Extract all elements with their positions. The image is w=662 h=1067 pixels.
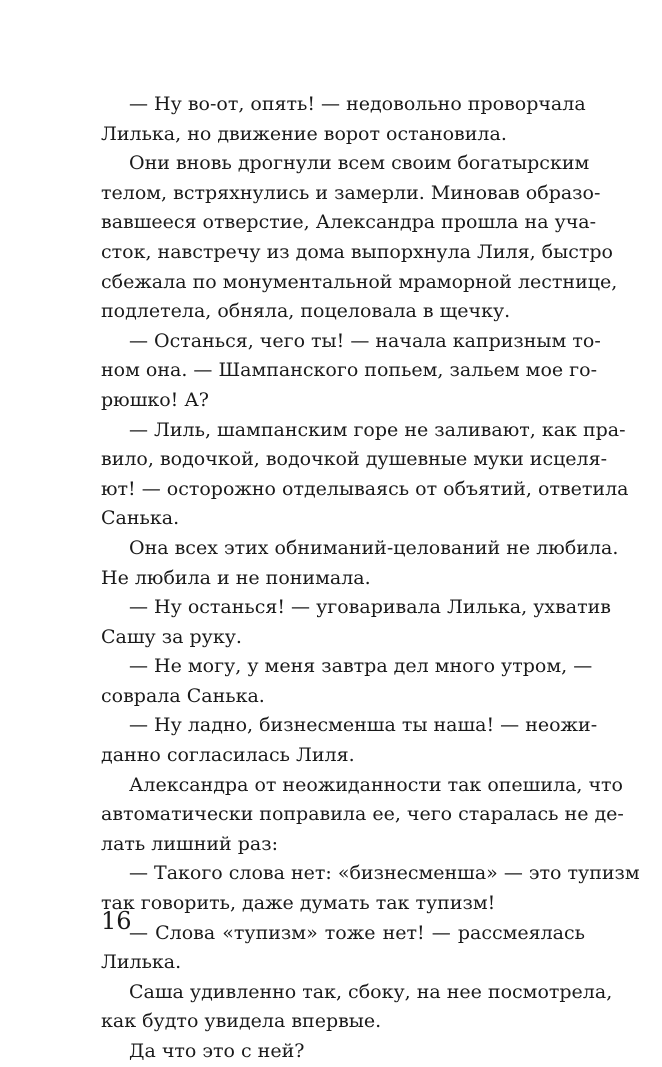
- text-line: вило, водочкой, водочкой душевные муки исцеля-: [101, 448, 608, 471]
- text-line: Они вновь дрогнули всем своим богатырским: [129, 152, 590, 175]
- text-line: Санька.: [101, 507, 180, 530]
- text-line: как будто увидела впервые.: [101, 1010, 382, 1033]
- text-line: — Останься, чего ты! — начала капризным то-: [129, 329, 601, 352]
- text-line: — Не могу, у меня завтра дел много утром, —: [129, 655, 593, 678]
- text-line: — Лиль, шампанским горе не заливают, как пра-: [129, 418, 626, 441]
- text-line: вавшееся отверстие, Александра прошла на уча-: [101, 211, 597, 234]
- text-line: — Ну во-от, опять! — недовольно проворчала: [129, 93, 586, 115]
- text-line: сток, навстречу из дома выпорхнула Лиля, быстро: [101, 240, 613, 263]
- text-line: данно согласилась Лиля.: [101, 744, 355, 767]
- text-line: рюшко! А?: [101, 388, 209, 411]
- text-line: Лилька, но движение ворот остановила.: [101, 122, 507, 145]
- text-line: — Слова «тупизм» тоже нет! — рассмеялась: [129, 921, 585, 944]
- text-line: ном она. — Шампанского попьем, зальем мое го-: [101, 359, 597, 382]
- page-number: 16: [101, 907, 132, 935]
- text-line: Сашу за руку.: [101, 625, 242, 648]
- text-line: Лилька.: [101, 951, 182, 974]
- text-line: Она всех этих обниманий-целований не любила.: [129, 536, 619, 559]
- text-line: телом, встряхнулись и замерли. Миновав образо-: [101, 181, 601, 204]
- text-line: Саша удивленно так, сбоку, на нее посмотрела,: [129, 980, 613, 1003]
- text-line: Не любила и не понимала.: [101, 566, 371, 589]
- text-line: так говорить, даже думать так тупизм!: [101, 892, 496, 915]
- text-line: автоматически поправила ее, чего старалась не де-: [101, 803, 624, 826]
- text-line: соврала Санька.: [101, 684, 265, 707]
- text-line: лать лишний раз:: [101, 832, 278, 855]
- text-line: — Такого слова нет: «бизнесменша» — это тупизм: [129, 862, 640, 885]
- text-line: подлетела, обняла, поцеловала в щечку.: [101, 300, 511, 323]
- text-line: сбежала по монументальной мраморной лестнице,: [101, 270, 618, 293]
- book-page-text: [101, 90, 640, 1067]
- text-line: Да что это с ней?: [129, 1040, 305, 1062]
- text-line: — Ну останься! — уговаривала Лилька, ухватив: [129, 596, 611, 619]
- text-line: ют! — осторожно отделываясь от объятий, ответила: [101, 477, 629, 500]
- text-line: Александра от неожиданности так опешила, что: [129, 773, 623, 796]
- text-line: — Ну ладно, бизнесменша ты наша! — неожи-: [129, 714, 598, 737]
